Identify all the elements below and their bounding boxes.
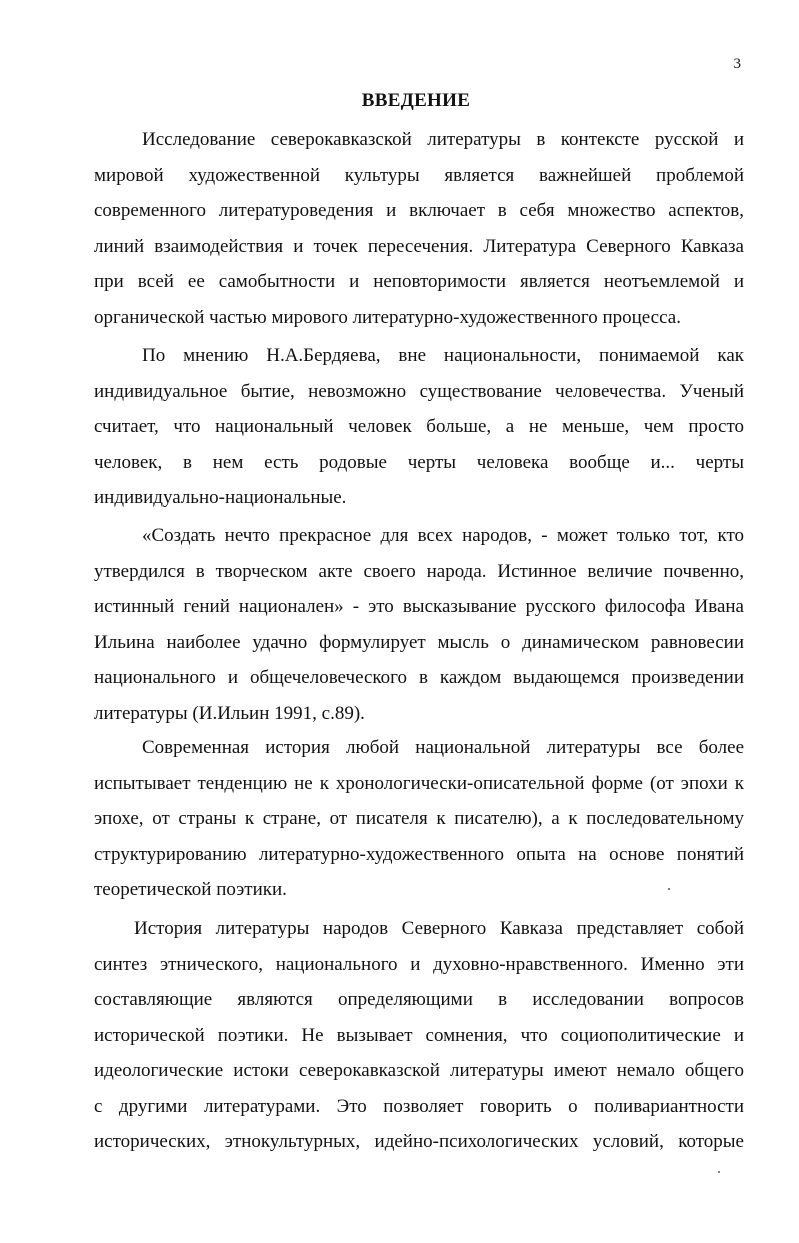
text-line: утвердился в творческом акте своего народа. Истинное величие почвенно, <box>94 560 744 582</box>
scan-speck <box>668 888 670 890</box>
scan-speck <box>718 1171 720 1173</box>
text-line: органической частью мирового литературно-художественного процесса. <box>94 306 681 328</box>
paragraph-4 <box>94 730 744 908</box>
page-title: ВВЕДЕНИЕ <box>361 90 471 111</box>
text-line: национального и общечеловеческого в каждом выдающемся произведении <box>94 667 744 688</box>
text-line: синтез этнического, национального и духовно-нравственного. Именно эти <box>94 953 744 975</box>
text-line: индивидуально-национальные. <box>94 487 347 508</box>
text-line: эпохе, от страны к стране, от писателя к писателю), а к последовательному <box>94 808 744 829</box>
text-line: структурированию литературно-художественного опыта на основе понятий <box>94 843 744 865</box>
text-line: История литературы народов Северного Кавказа представляет собой <box>134 918 744 939</box>
text-line: По мнению Н.А.Бердяева, вне национальности, понимаемой как <box>142 345 744 366</box>
text-line: с другими литературами. Это позволяет говорить о поливариантности <box>94 1095 744 1117</box>
text-line: Ильина наиболее удачно формулирует мысль о динамическом равновесии <box>94 631 744 653</box>
text-line: Современная история любой национальной литературы все более <box>142 737 744 758</box>
page-number: 3 <box>733 56 741 72</box>
text-line: мировой художественной культуры является важнейшей проблемой <box>94 164 744 186</box>
text-line: индивидуальное бытие, невозможно существование человечества. Ученый <box>94 380 744 402</box>
text-line: исторических, этнокультурных, идейно-психологических условий, которые <box>94 1131 744 1152</box>
paragraph-3 <box>94 518 744 731</box>
text-line: современного литературоведения и включает в себя множество аспектов, <box>94 200 744 221</box>
text-line: Исследование северокавказской литературы в контексте русской и <box>142 129 744 150</box>
paragraph-2 <box>94 338 744 516</box>
text-line: «Создать нечто прекрасное для всех народов, - может только тот, кто <box>142 525 744 546</box>
text-line: при всей ее самобытности и неповторимости является неотъемлемой и <box>94 271 744 292</box>
paragraph-1 <box>94 122 744 335</box>
text-line: человек, в нем есть родовые черты человека вообще и... черты <box>94 451 744 473</box>
text-line: линий взаимодействия и точек пересечения. Литература Северного Кавказа <box>94 235 744 257</box>
text-line: испытывает тенденцию не к хронологически-описательной форме (от эпохи к <box>94 772 744 794</box>
text-line: теоретической поэтики. <box>94 879 287 900</box>
paragraph-5 <box>94 911 744 1160</box>
text-line: идеологические истоки северокавказской литературы имеют немало общего <box>94 1060 744 1081</box>
text-line: литературы (И.Ильин 1991, с.89). <box>94 702 365 724</box>
text-line: считает, что национальный человек больше, а не меньше, чем просто <box>94 416 744 437</box>
text-line: составляющие являются определяющими в исследовании вопросов <box>94 989 744 1010</box>
text-line: истинный гений национален» - это высказывание русского философа Ивана <box>94 596 744 617</box>
text-line: исторической поэтики. Не вызывает сомнения, что социополитические и <box>94 1024 744 1046</box>
